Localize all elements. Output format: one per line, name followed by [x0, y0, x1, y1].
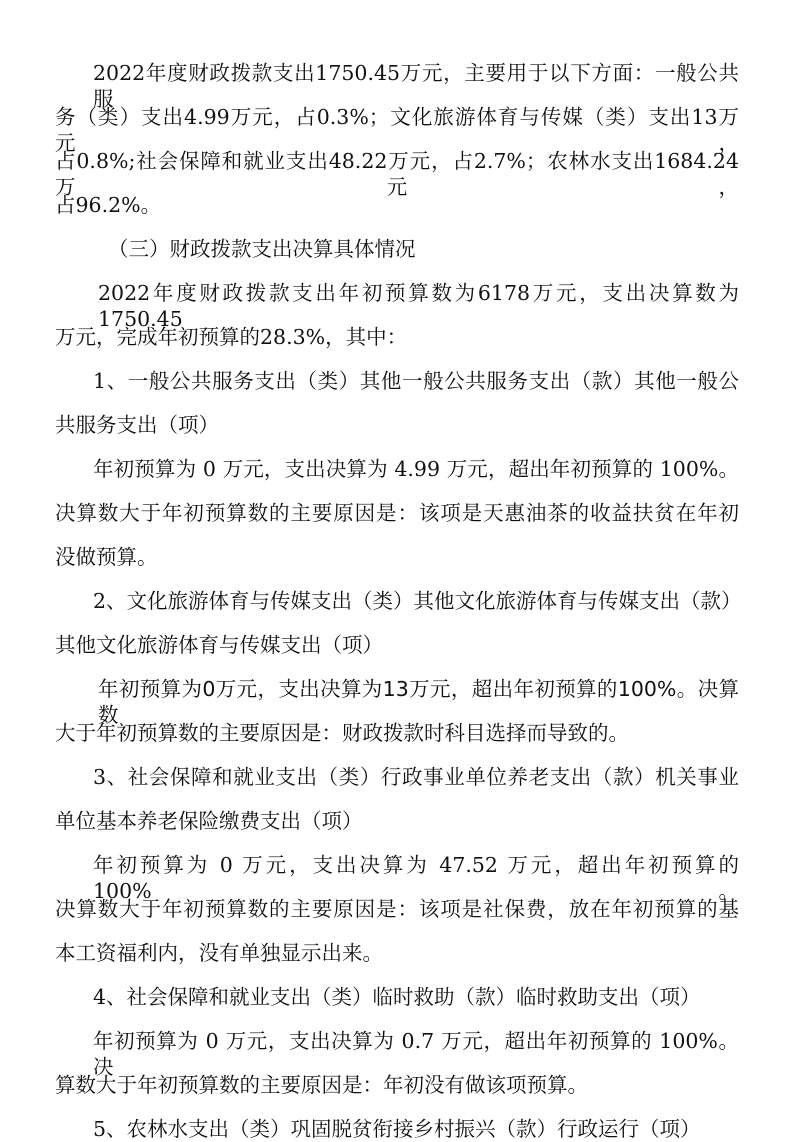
- item-title-line: 3、社会保障和就业支出（类）行政事业单位养老支出（款）机关事业: [93, 765, 739, 789]
- item-title-line: 其他文化旅游体育与传媒支出（项）: [55, 633, 383, 657]
- paragraph-line: 2022年度财政拨款支出年初预算数为6178万元，支出决算数为1750.45: [98, 281, 739, 331]
- paragraph-line: 2022年度财政拨款支出1750.45万元，主要用于以下方面：一般公共服: [93, 61, 739, 111]
- item-detail-line: 大于年初预算数的主要原因是：财政拨款时科目选择而导致的。: [55, 721, 629, 745]
- item-title-line: 2、文化旅游体育与传媒支出（类）其他文化旅游体育与传媒支出（款）: [93, 589, 742, 613]
- paragraph-line: 占0.8%;社会保障和就业支出48.22万元，占2.7%；农林水支出1684.24万元，: [55, 149, 739, 199]
- item-title-line: 5、农林水支出（类）巩固脱贫衔接乡村振兴（款）行政运行（项）: [93, 1117, 701, 1141]
- paragraph-line: 务（类）支出4.99万元，占0.3%；文化旅游体育与传媒（类）支出13万元，: [55, 105, 739, 155]
- item-detail-line: 年初预算为0万元，支出决算为13万元，超出年初预算的100%。决算数: [98, 677, 739, 727]
- item-title-line: 共服务支出（项）: [55, 413, 219, 437]
- item-detail-line: 年初预算为 0 万元，支出决算为 47.52 万元，超出年初预算的 100%。: [93, 853, 739, 903]
- item-detail-line: 没做预算。: [55, 545, 158, 569]
- item-detail-line: 决算数大于年初预算数的主要原因是：该项是社保费，放在年初预算的基: [55, 897, 739, 921]
- item-detail-line: 本工资福利内，没有单独显示出来。: [55, 941, 383, 965]
- item-detail-line: 算数大于年初预算数的主要原因是：年初没有做该项预算。: [55, 1073, 588, 1097]
- item-title-line: 单位基本养老保险缴费支出（项）: [55, 809, 363, 833]
- item-detail-line: 年初预算为 0 万元，支出决算为 0.7 万元，超出年初预算的 100%。决: [93, 1029, 739, 1079]
- item-title-line: 1、一般公共服务支出（类）其他一般公共服务支出（款）其他一般公: [93, 369, 739, 393]
- paragraph-line: 占96.2%。: [55, 193, 162, 217]
- item-title-line: 4、社会保障和就业支出（类）临时救助（款）临时救助支出（项）: [93, 985, 701, 1009]
- paragraph-line: 万元，完成年初预算的28.3%，其中：: [55, 325, 408, 349]
- section-heading: （三）财政拨款支出决算具体情况: [108, 237, 416, 261]
- item-detail-line: 决算数大于年初预算数的主要原因是：该项是天惠油茶的收益扶贫在年初: [55, 501, 739, 525]
- item-detail-line: 年初预算为 0 万元，支出决算为 4.99 万元，超出年初预算的 100%。: [93, 457, 739, 481]
